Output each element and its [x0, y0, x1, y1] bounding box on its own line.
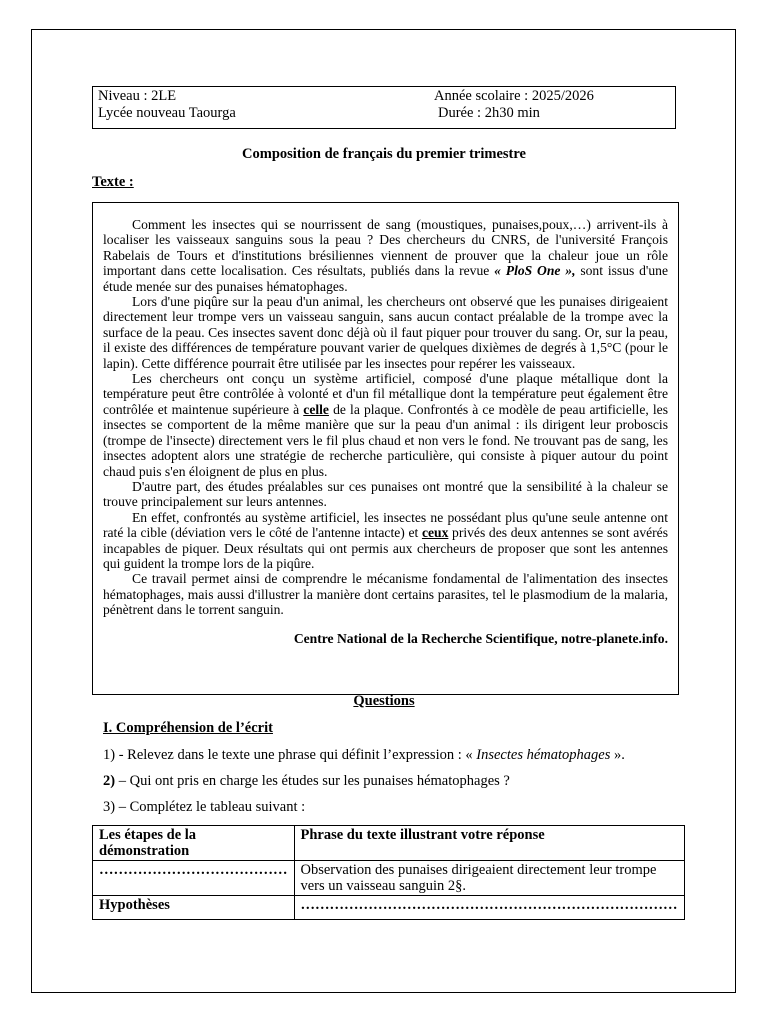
table-header-row — [93, 826, 685, 861]
word-ceux: ceux — [421, 525, 449, 541]
paragraph-4: D'autre part, des études préalables sur ces punaises ont montré que la sensibilité à la chaleur se trouve principalement sur leurs antennes. — [103, 478, 668, 510]
questions-label: Questions — [353, 693, 415, 709]
paragraph-3 — [103, 371, 668, 479]
paragraph-5 — [103, 510, 668, 572]
annee-scolaire: Année scolaire : 2025/2026 — [434, 88, 594, 104]
table-header-steps: Les étapes de la démonstration — [93, 826, 295, 861]
section-comprehension: I. Compréhension de l’écrit — [103, 720, 273, 736]
q2-text: – Qui ont pris en charge les études sur les punaises hématophages ? — [115, 773, 510, 789]
p3-text-a: Les chercheurs ont conçu un système artificiel, composé d'une plaque métallique dont la température peut être contrôlée à volonté et d'un fil métallique dont la température peut également être contrôlée et maintenue supérieure à — [103, 371, 668, 417]
q1-suffix: ». — [610, 747, 625, 763]
table-cell-blank: ………………………………… — [93, 861, 295, 896]
table-header-phrase: Phrase du texte illustrant votre réponse — [294, 826, 684, 861]
q2-number: 2) — [103, 773, 116, 789]
p3-text-b: de la plaque. Confrontés à ce modèle de peau artificielle, les insectes se comportent de la même manière que sur la peau d'un animal : ils dirigent leur proboscis (trompe de l'insecte) directement vers le fil plus chaud et non vers le fond. Ne trouvant pas de sang, les insectes adoptent alors une stratégie de recherche particulière, qui consiste à piquer autour du point chaud puis s'en éloignent de plus en plus. — [103, 401, 668, 479]
question-2 — [103, 773, 510, 790]
journal-name: « PloS One », — [494, 263, 576, 279]
question-3: 3) – Complétez le tableau suivant : — [103, 799, 306, 815]
header-left — [98, 88, 236, 122]
p5-text-a: En effet, confrontés au système artificiel, les insectes ne possédant plus qu'une seule antenne ont raté la cible (déviation vers le côté de l'antenne intacte) et — [103, 509, 668, 541]
table-cell-observation: Observation des punaises dirigeaient directement leur trompe vers un vaisseau sanguin 2§. — [294, 861, 684, 896]
header-box — [92, 86, 676, 129]
q1-prefix: 1) - Relevez dans le texte une phrase qui définit l’expression : « — [103, 747, 477, 763]
table-cell-hypotheses: Hypothèses — [93, 896, 295, 920]
q1-term: Insectes hématophages — [476, 747, 611, 763]
p1-text-b: sont issus d'une étude menée sur des punaises hématophages. — [103, 263, 668, 294]
lycee: Lycée nouveau Taourga — [98, 105, 236, 121]
table-cell-blank-answer: …………………………………………………………………… — [294, 896, 684, 920]
paragraph-1 — [103, 217, 668, 294]
texte-label: Texte : — [92, 174, 134, 190]
header-right — [434, 88, 594, 122]
document-title: Composition de français du premier trimestre — [242, 146, 526, 162]
table-row — [93, 861, 685, 896]
word-celle: celle — [303, 401, 329, 417]
table-row — [93, 896, 685, 920]
source-citation: Centre National de la Recherche Scientifique, notre-planete.info. — [293, 630, 668, 646]
paragraph-2: Lors d'une piqûre sur la peau d'un animal, les chercheurs ont observé que les punaises dirigeaient directement leur trompe vers un vaisseau sanguin, sans aucun contact préalable de la trompe avec la surface de la peau. Ces insectes savent donc déjà où il faut piquer pour trouver du sang. Or, sur la peau, il existe des différences de température pouvant varier de quelques dixièmes de degrés à 1,5°C (pour le lapin). Cette différence pourrait être utilisée par les insectes pour repérer les vaisseaux. — [103, 294, 668, 371]
p5-text-b: privés des deux antennes se sont avérés incapables de piquer. Deux résultats qui ont permis aux chercheurs de proposer que sont les antennes qui guident la trompe lors de la piqûre. — [103, 525, 668, 571]
text-box — [92, 202, 679, 695]
answer-table — [92, 825, 685, 920]
p1-text-a: Comment les insectes qui se nourrissent de sang (moustiques, punaises,poux,…) arrivent-ils à localiser les vaisseaux sanguins sous la peau ? Des chercheurs du CNRS, de l'université François Rabelais de Tours et d'institutions brésiliennes viennent de prouver que la chaleur joue un rôle important dans cette localisation. Ces résultats, publiés dans la revue — [103, 217, 668, 279]
duree: Durée : 2h30 min — [438, 105, 540, 121]
question-1 — [103, 747, 625, 764]
paragraph-6: Ce travail permet ainsi de comprendre le mécanisme fondamental de l'alimentation des insectes hématophages, mais aussi d'illustrer la manière dont certains parasites, tel le plasmodium de la malaria, pénètrent dans le torrent sanguin. — [103, 571, 668, 618]
niveau: Niveau : 2LE — [98, 88, 177, 104]
